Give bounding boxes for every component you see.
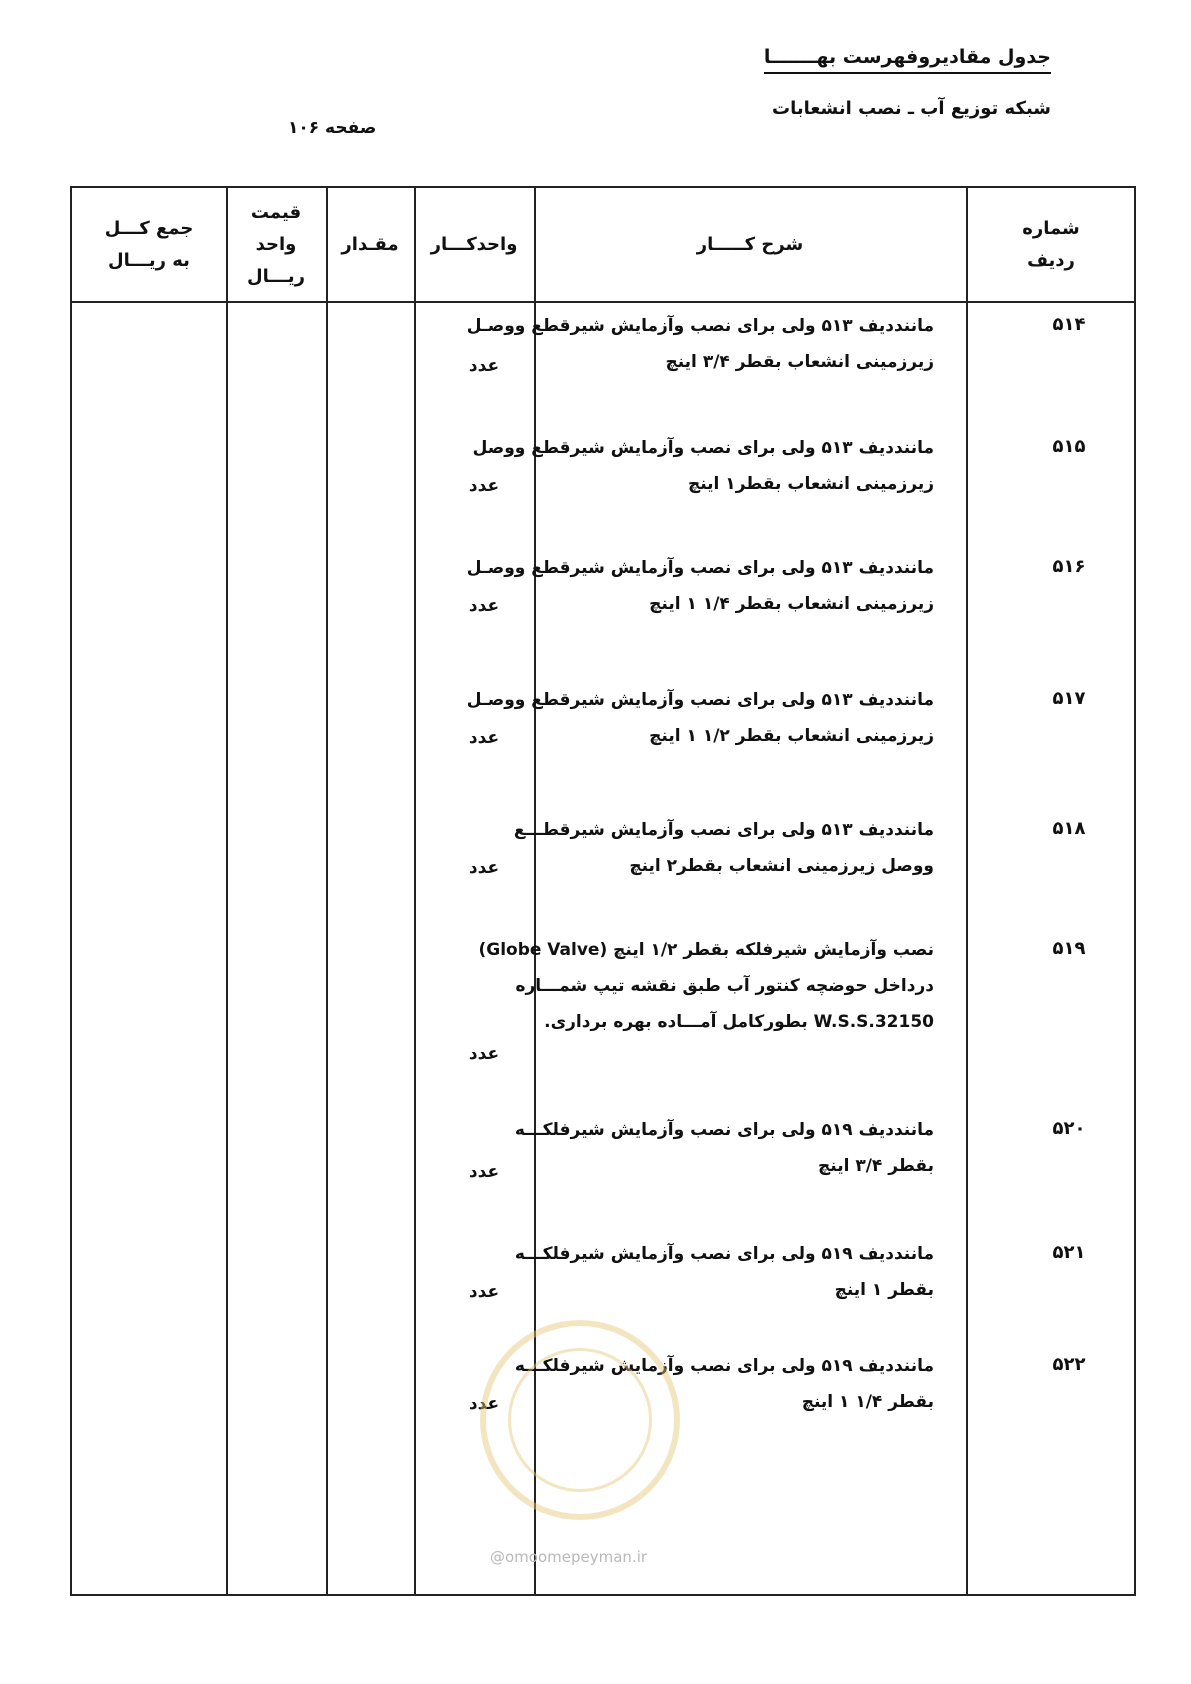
column-header-total: جمع کـــل به ریـــال [104, 217, 194, 271]
row-description: نصب وآزمایش شیرفلکه بقطر ۱/۲ اینچ (Globe Valve) درداخل حوضچه کنتور آب طبق نقشه تیپ شمـــاره W.S.S.32150 بطورکامل آمـــاده بهره برداری. [478, 940, 934, 1032]
row-description: ماننددیف ۵۱۹ ولی برای نصب وآزمایش شیرفلکـــه بقطر ۱/۴ ۱ اینچ [514, 1356, 934, 1412]
document-subtitle: شبکه توزیع آب ـ نصب انشعابات [772, 98, 1051, 119]
row-description: ماننددیف ۵۱۳ ولی برای نصب وآزمایش شیرقطع ووصل زیرزمینی انشعاب بقطر۱ اینچ [472, 438, 934, 494]
row-number: ۵۱۴ [1052, 314, 1086, 335]
stamp-inner-ring [508, 1348, 652, 1492]
column-header-unit: واحدکـــار [430, 233, 518, 255]
row-number: ۵۱۵ [1052, 436, 1086, 457]
column-divider [226, 188, 228, 1594]
row-number: ۵۱۷ [1052, 688, 1086, 709]
row-unit: عدد [468, 1394, 500, 1414]
stamp-logo [480, 1320, 680, 1520]
header-divider [72, 301, 1134, 303]
row-description: ماننددیف ۵۱۳ ولی برای نصب وآزمایش شیرقطـــع ووصل زیرزمینی انشعاب بقطر۲ اینچ [513, 820, 934, 876]
row-unit: عدد [468, 1162, 500, 1182]
row-number: ۵۲۰ [1052, 1118, 1086, 1139]
column-header-row-no: شماره ردیف [1022, 217, 1080, 271]
row-unit: عدد [468, 1044, 500, 1064]
row-description: ماننددیف ۵۱۹ ولی برای نصب وآزمایش شیرفلکـــه بقطر ۳/۴ اینچ [514, 1120, 934, 1176]
row-number: ۵۱۸ [1052, 818, 1086, 839]
row-unit: عدد [468, 476, 500, 496]
row-number: ۵۲۲ [1052, 1354, 1086, 1375]
row-unit: عدد [468, 728, 500, 748]
row-number: ۵۱۹ [1052, 938, 1086, 959]
row-description: ماننددیف ۵۱۳ ولی برای نصب وآزمایش شیرقطع ووصـل زیرزمینی انشعاب بقطر ۳/۴ اینچ [466, 316, 934, 372]
row-unit: عدد [468, 1282, 500, 1302]
row-description: ماننددیف ۵۱۳ ولی برای نصب وآزمایش شیرقطع ووصـل زیرزمینی انشعاب بقطر ۱/۲ ۱ اینچ [466, 690, 934, 746]
column-divider [966, 188, 968, 1594]
column-header-description: شرح کـــــار [696, 233, 804, 255]
row-unit: عدد [468, 858, 500, 878]
column-header-unit-price: قیمت واحد ریـــال [247, 201, 305, 287]
column-divider [414, 188, 416, 1594]
document-title: جدول مقادیروفهرست بهـــــــا [764, 46, 1051, 74]
row-number: ۵۲۱ [1052, 1242, 1086, 1263]
column-divider [326, 188, 328, 1594]
row-unit: عدد [468, 356, 500, 376]
row-description: ماننددیف ۵۱۹ ولی برای نصب وآزمایش شیرفلکـــه بقطر ۱ اینچ [514, 1244, 934, 1300]
column-header-quantity: مقـدار [341, 233, 399, 255]
watermark-text: @omoomepeyman.ir [490, 1548, 648, 1566]
row-number: ۵۱۶ [1052, 556, 1086, 577]
row-description: ماننددیف ۵۱۳ ولی برای نصب وآزمایش شیرقطع ووصـل زیرزمینی انشعاب بقطر ۱/۴ ۱ اینچ [466, 558, 934, 614]
row-unit: عدد [468, 596, 500, 616]
page-number: صفحه ۱۰۶ [288, 118, 377, 138]
